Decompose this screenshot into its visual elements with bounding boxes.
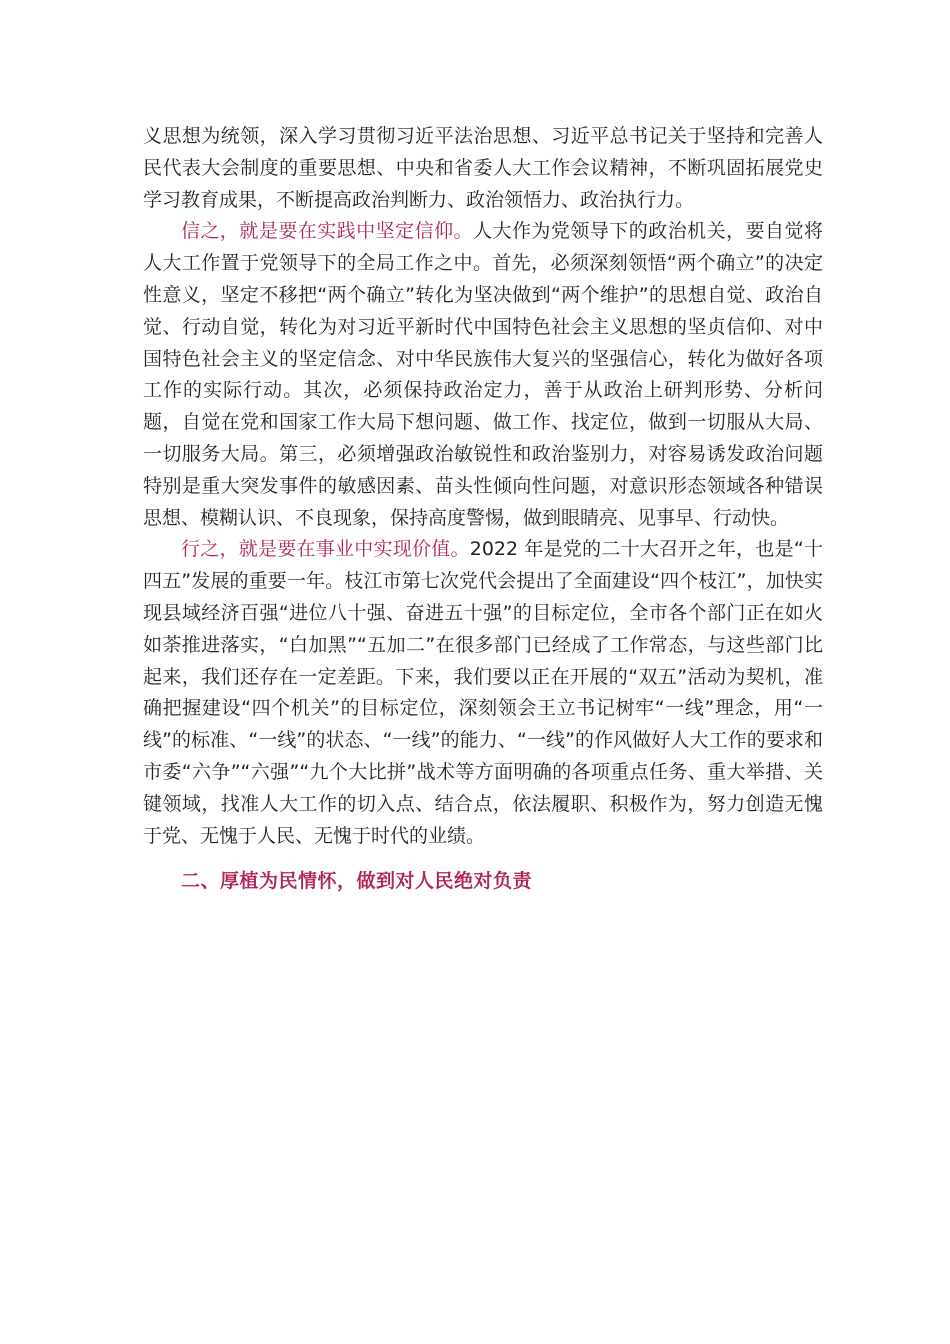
paragraph-body-xin: 人大作为党领导下的政治机关，要自觉将人大工作置于党领导下的全局工作之中。首先，必须深刻领悟“两个确立”的决定性意义，坚定不移把“两个确立”转化为坚决做到“两个维护”的思想自觉、政治自觉、行动自觉，转化为对习近平新时代中国特色社会主义思想的坚贞信仰、对中国特色社会主义的坚定信念、对中华民族伟大复兴的坚强信心，转化为做好各项工作的实际行动。其次，必须保持政治定力，善于从政治上研判形势、分析问题，自觉在党和国家工作大局下想问题、做工作、找定位，做到一切服从大局、一切服务大局。第三，必须增强政治敏锐性和政治鉴别力，对容易诱发政治问题特别是重大突发事件的敏感因素、苗头性倾向性问题，对意识形态领域各种错误思想、模糊认识、不良现象，保持高度警惕，做到眼睛亮、见事早、行动快。 <box>143 220 823 529</box>
document-body <box>143 121 823 898</box>
paragraph-continuation: 义思想为统领，深入学习贯彻习近平法治思想、习近平总书记关于坚持和完善人民代表大会制度的重要思想、中央和省委人大工作会议精神，不断巩固拓展党史学习教育成果，不断提高政治判断力、政治领悟力、政治执行力。 <box>143 125 823 211</box>
paragraph-lead-xin: 信之，就是要在实践中坚定信仰。 <box>181 220 474 243</box>
paragraph-body-xing: 2022 年是党的二十大召开之年，也是“十四五”发展的重要一年。枝江市第七次党代会提出了全面建设“四个枝江”，加快实现县域经济百强“进位八十强、奋进五十强”的目标定位，全市各个部门正在如火如荼推进落实，“白加黑”“五加二”在很多部门已经成了工作常态，与这些部门比起来，我们还存在一定差距。下来，我们要以正在开展的“双五”活动为契机，准确把握建设“四个机关”的目标定位，深刻领会王立书记树牢“一线”理念，用“一线”的标准、“一线”的状态、“一线”的能力、“一线”的作风做好人大工作的要求和市委“六争”“六强”“九个大比拼”战术等方面明确的各项重点任务、重大举措、关键领域，找准人大工作的切入点、结合点，依法履职、积极作为，努力创造无愧于党、无愧于人民、无愧于时代的业绩。 <box>143 538 823 847</box>
paragraph-xing <box>143 534 823 852</box>
paragraph-xin <box>143 216 823 534</box>
paragraph-lead-xing: 行之，就是要在事业中实现价值。 <box>181 538 470 561</box>
section-heading-2: 二、厚植为民情怀，做到对人民绝对负责 <box>181 870 533 893</box>
